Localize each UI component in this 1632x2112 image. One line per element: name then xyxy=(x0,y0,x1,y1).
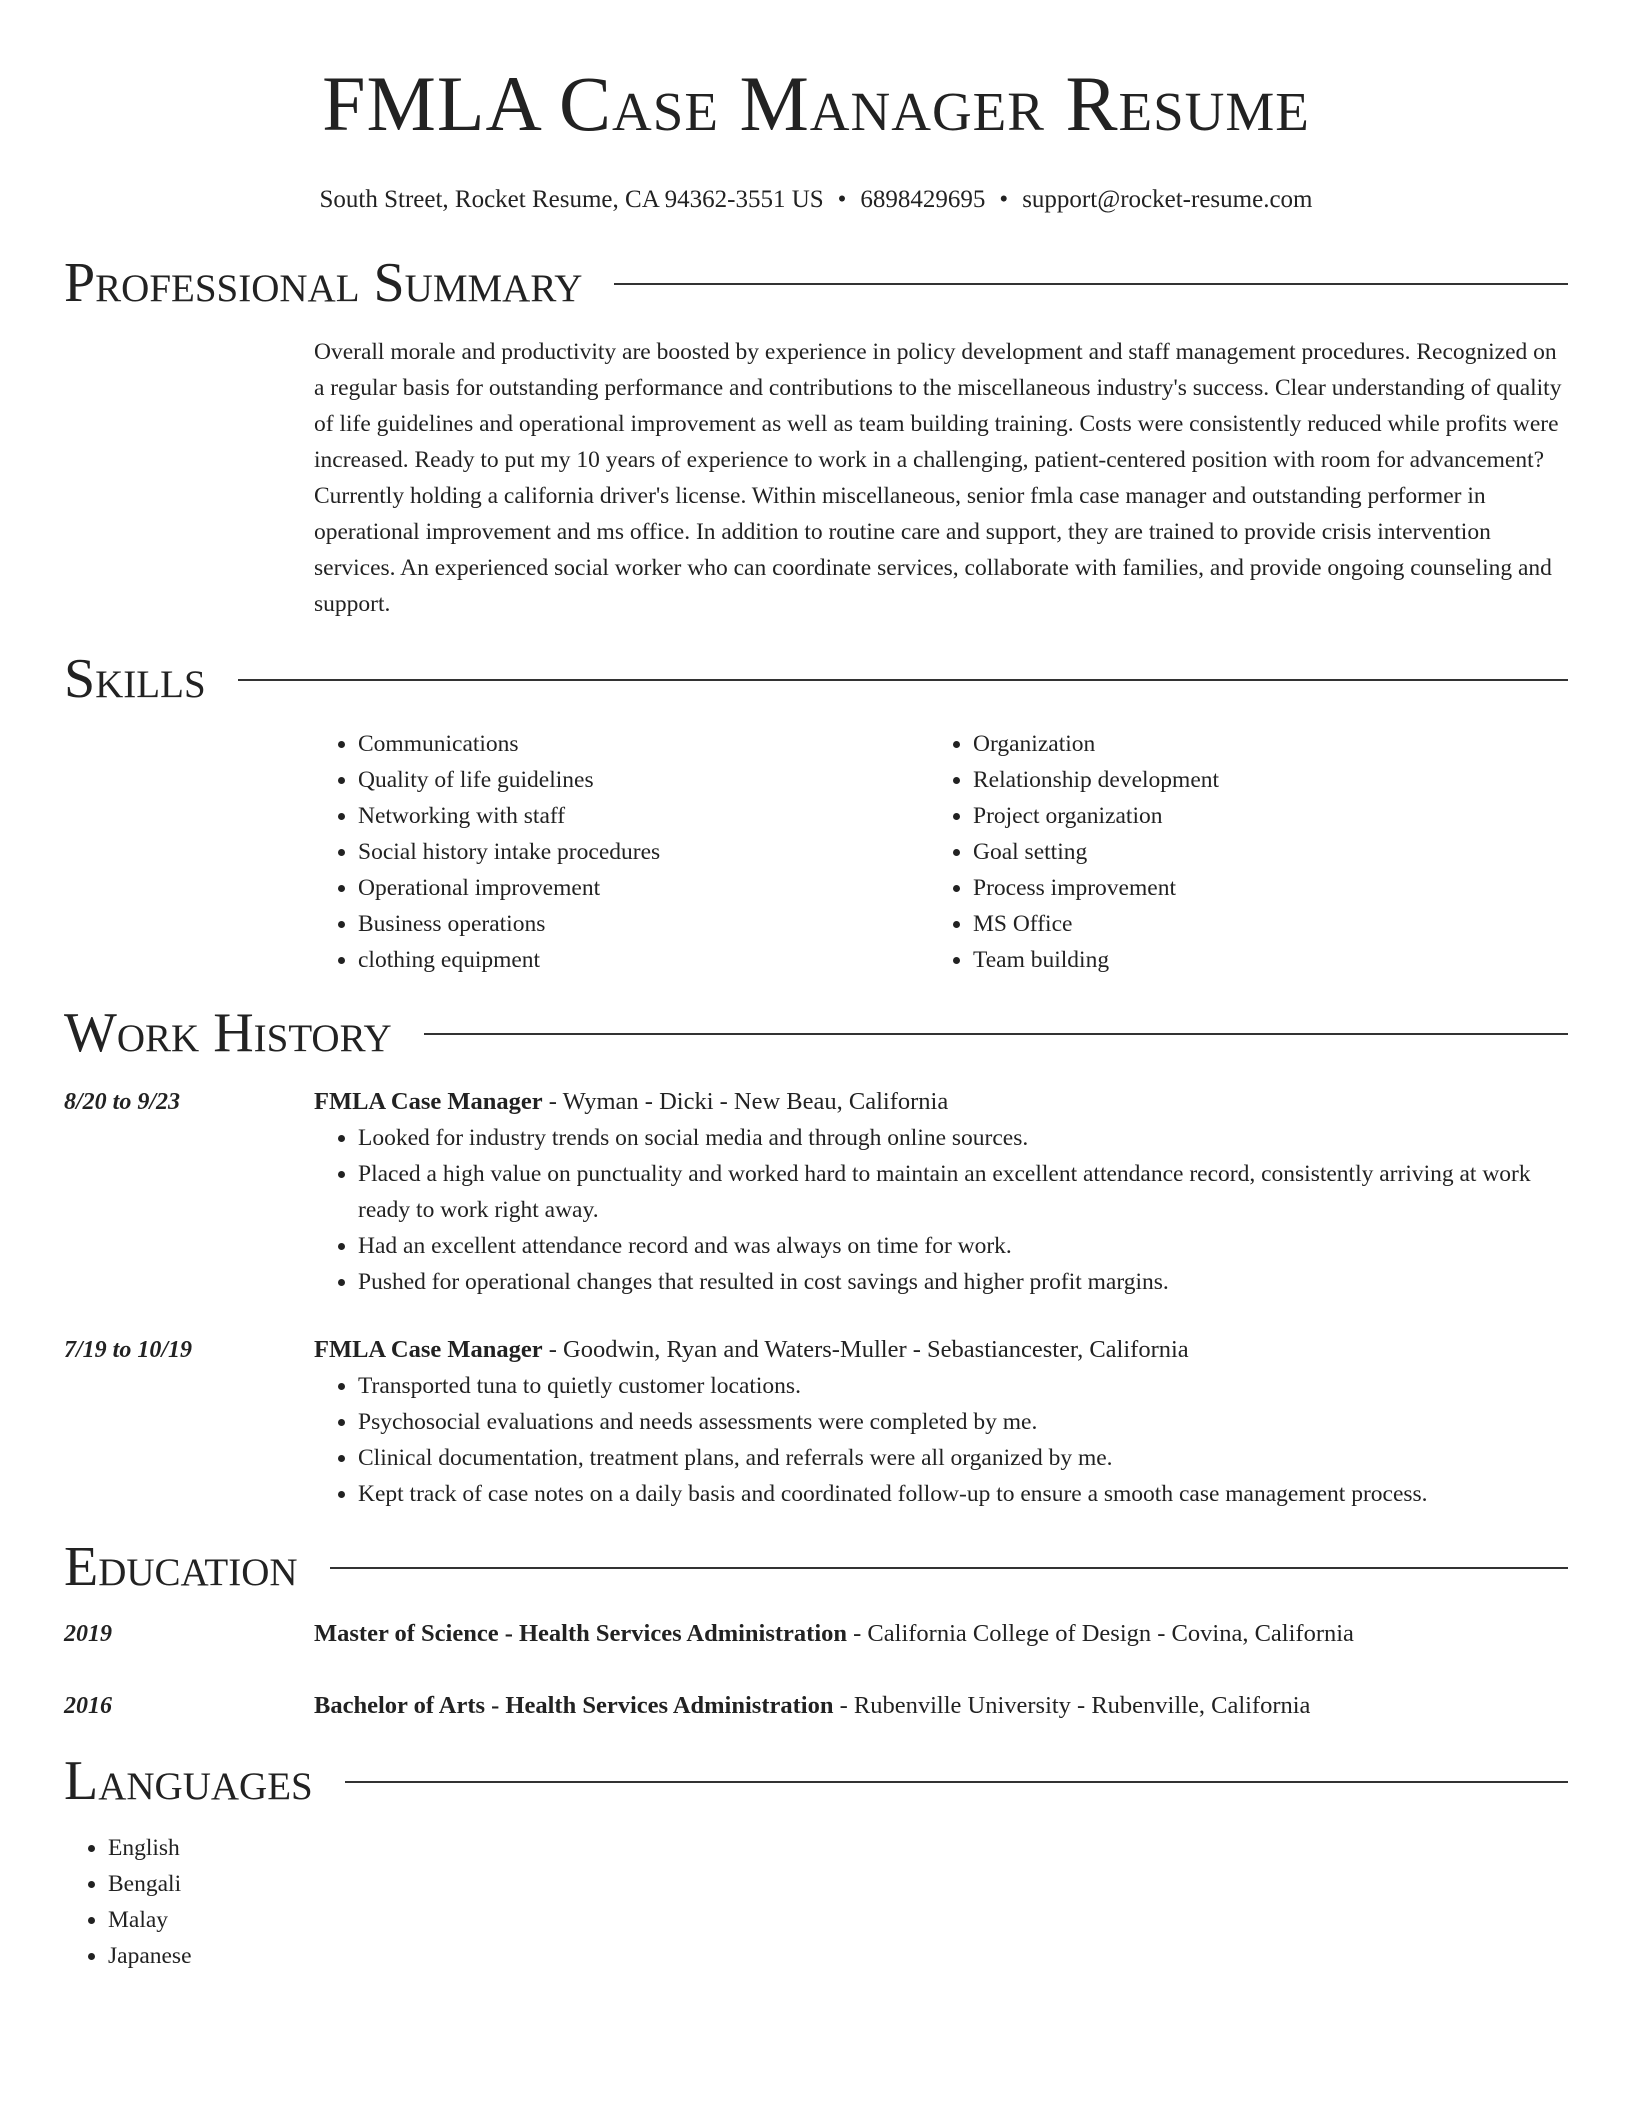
summary-text: Overall morale and productivity are boosted by experience in policy development and staff management procedures. Recognized on a regular basis for outstanding performance and contributions to the miscellaneous industry's success. Clear understanding of quality of life guidelines and operational improvement as well as team building training. Costs were consistently reduced while profits were increased. Ready to put my 10 years of experience to work in a challenging, patient-centered position with room for advancement? Currently holding a california driver's license. Within miscellaneous, senior fmla case manager and outstanding performer in operational improvement and ms office. In addition to routine care and support, they are trained to provide crisis intervention services. An experienced social worker who can coordinate services, collaborate with families, and provide ongoing counseling and support. xyxy=(314,339,1562,617)
section-title-summary: Professional Summary xyxy=(64,252,583,314)
section-divider xyxy=(330,1567,1568,1569)
work-bullet: • Placed a high value on punctuality and worked hard to maintain an excellent attendance record, consistently arriving at work ready to work right away. xyxy=(358,1156,1568,1228)
education-degree: Master of Science - Health Services Administration xyxy=(314,1620,848,1647)
contact-separator: • xyxy=(999,186,1009,213)
skills-column-left xyxy=(314,726,929,978)
skills-column-right xyxy=(929,726,1544,978)
skill-item: • clothing equipment xyxy=(358,942,929,978)
skill-item: • Communications xyxy=(358,726,929,762)
work-bullet: • Had an excellent attendance record and was always on time for work. xyxy=(358,1228,1568,1264)
education-line xyxy=(314,1688,1310,1724)
education-line xyxy=(314,1616,1354,1652)
work-entry xyxy=(64,1084,1568,1300)
skill-item: • Organization xyxy=(973,726,1544,762)
work-date: 8/20 to 9/23 xyxy=(64,1089,181,1115)
skills-list xyxy=(314,726,1568,978)
skill-item: • Process improvement xyxy=(973,870,1544,906)
summary-section-header xyxy=(64,250,1568,316)
section-divider xyxy=(238,679,1568,681)
resume-title: FMLA Case Manager Resume xyxy=(322,60,1310,147)
section-divider xyxy=(424,1033,1568,1035)
skills-section-header xyxy=(64,646,1568,712)
contact-separator: • xyxy=(837,186,847,213)
education-section-header xyxy=(64,1534,1568,1600)
education-year: 2016 xyxy=(64,1693,112,1719)
contact-email: support@rocket-resume.com xyxy=(1022,186,1313,213)
work-body xyxy=(314,1332,1428,1512)
education-school: - Rubenville University - Rubenville, California xyxy=(833,1692,1311,1719)
languages-list xyxy=(64,1830,1568,1974)
work-body xyxy=(314,1084,1568,1300)
education-entry xyxy=(64,1616,1568,1652)
section-divider xyxy=(614,283,1568,285)
work-bullet: • Kept track of case notes on a daily basis and coordinated follow-up to ensure a smooth case management process. xyxy=(358,1476,1428,1512)
work-bullet: • Pushed for operational changes that resulted in cost savings and higher profit margins. xyxy=(358,1264,1568,1300)
work-section-header xyxy=(64,1000,1568,1066)
education-school: - California College of Design - Covina, California xyxy=(847,1620,1354,1647)
work-title-line xyxy=(314,1084,1568,1120)
language-item: • English xyxy=(108,1830,1568,1866)
work-role: FMLA Case Manager xyxy=(314,1336,543,1363)
language-item: • Bengali xyxy=(108,1866,1568,1902)
work-bullets xyxy=(314,1120,1568,1300)
skill-item: • MS Office xyxy=(973,906,1544,942)
work-bullet: • Clinical documentation, treatment plans, and referrals were all organized by me. xyxy=(358,1440,1428,1476)
skill-item: • Project organization xyxy=(973,798,1544,834)
skill-item: • Goal setting xyxy=(973,834,1544,870)
section-divider xyxy=(345,1781,1568,1783)
work-bullet: • Psychosocial evaluations and needs assessments were completed by me. xyxy=(358,1404,1428,1440)
skill-item: • Business operations xyxy=(358,906,929,942)
language-item: • Malay xyxy=(108,1902,1568,1938)
work-entry xyxy=(64,1332,1568,1512)
section-title-skills: Skills xyxy=(64,648,206,710)
education-year: 2019 xyxy=(64,1621,112,1647)
contact-line xyxy=(64,184,1568,216)
work-employer: - Wyman - Dicki - New Beau, California xyxy=(542,1088,949,1115)
skill-item: • Relationship development xyxy=(973,762,1544,798)
work-bullet: • Looked for industry trends on social media and through online sources. xyxy=(358,1120,1568,1156)
contact-phone: 6898429695 xyxy=(860,186,986,213)
section-title-languages: Languages xyxy=(64,1750,313,1812)
education-entry xyxy=(64,1688,1568,1724)
languages-section-header xyxy=(64,1748,1568,1814)
contact-address: South Street, Rocket Resume, CA 94362-3551 US xyxy=(319,186,824,213)
skill-item: • Operational improvement xyxy=(358,870,929,906)
skill-item: • Social history intake procedures xyxy=(358,834,929,870)
work-date: 7/19 to 10/19 xyxy=(64,1337,193,1363)
work-bullets xyxy=(314,1368,1428,1512)
skill-item: • Team building xyxy=(973,942,1544,978)
education-degree: Bachelor of Arts - Health Services Administration xyxy=(314,1692,834,1719)
skill-item: • Networking with staff xyxy=(358,798,929,834)
skill-item: • Quality of life guidelines xyxy=(358,762,929,798)
section-title-education: Education xyxy=(64,1536,298,1598)
work-title-line xyxy=(314,1332,1428,1368)
work-employer: - Goodwin, Ryan and Waters-Muller - Sebastiancester, California xyxy=(542,1336,1189,1363)
work-role: FMLA Case Manager xyxy=(314,1088,543,1115)
language-item: • Japanese xyxy=(108,1938,1568,1974)
section-title-work: Work History xyxy=(64,1002,392,1064)
work-bullet: • Transported tuna to quietly customer locations. xyxy=(358,1368,1428,1404)
